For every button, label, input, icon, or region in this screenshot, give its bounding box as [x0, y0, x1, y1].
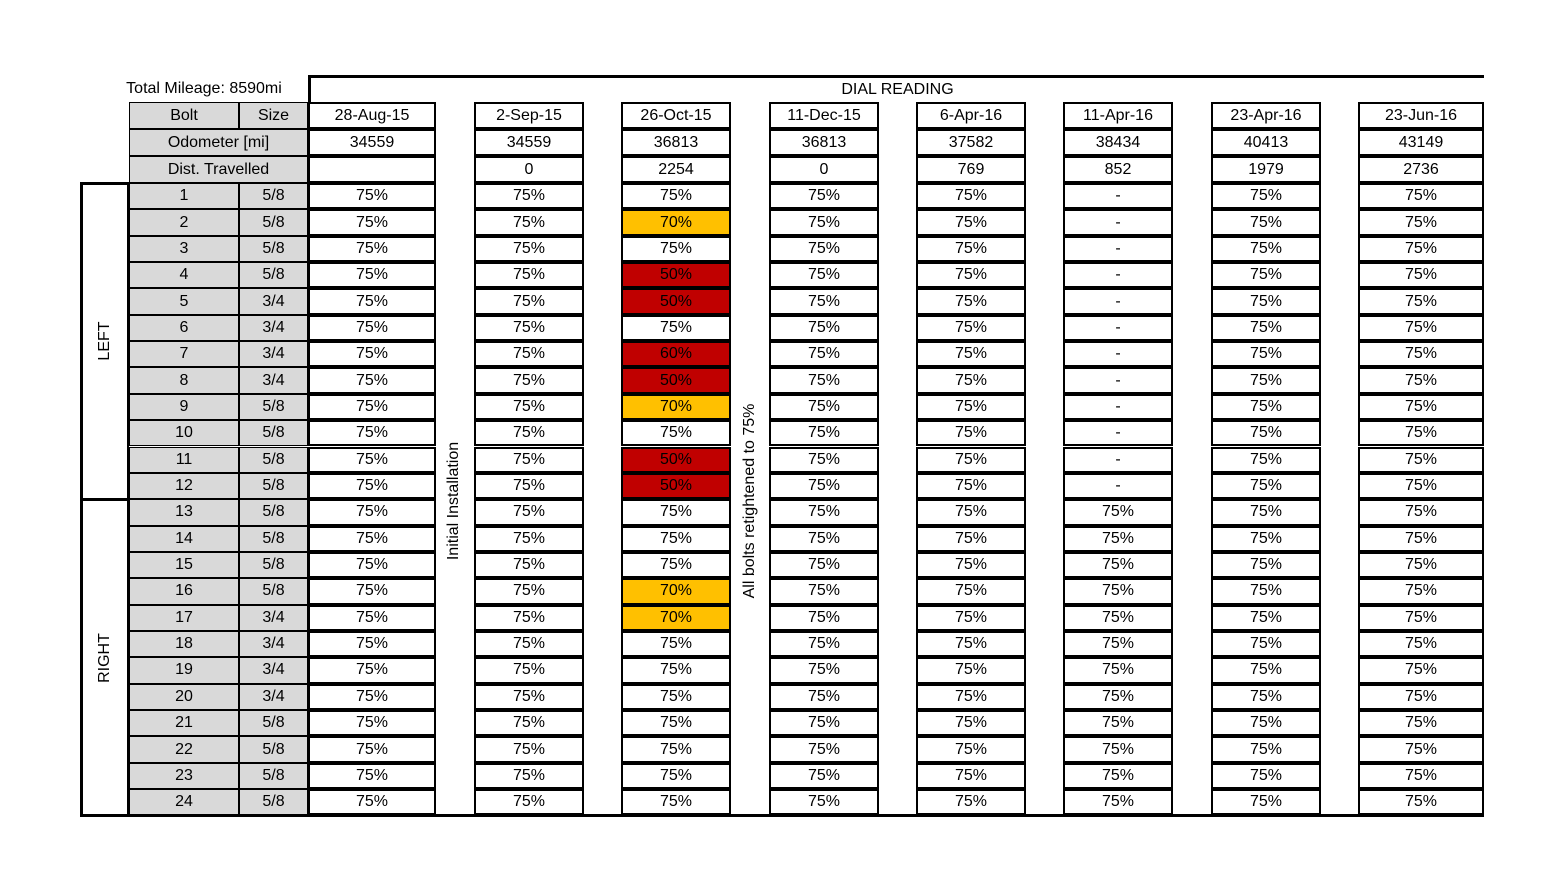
distance-value: 2254 — [621, 156, 731, 183]
torque-reading: 75% — [1063, 684, 1173, 710]
torque-reading: 60% — [621, 341, 731, 367]
torque-reading: 75% — [1358, 315, 1484, 341]
torque-reading: 75% — [308, 552, 436, 578]
torque-reading: 75% — [308, 684, 436, 710]
torque-reading: 75% — [1211, 736, 1321, 762]
torque-reading: 75% — [621, 684, 731, 710]
torque-reading: 75% — [916, 605, 1026, 631]
torque-reading: 50% — [621, 447, 731, 473]
torque-reading: 75% — [621, 710, 731, 736]
torque-reading: 75% — [769, 499, 879, 525]
torque-reading: 75% — [1358, 473, 1484, 499]
bolt-size: 5/8 — [239, 789, 308, 815]
bolt-size: 3/4 — [239, 341, 308, 367]
bolt-column-header: Bolt — [129, 102, 239, 129]
torque-reading: 75% — [916, 288, 1026, 314]
torque-reading: 75% — [474, 236, 584, 262]
torque-reading: 75% — [308, 288, 436, 314]
bolt-size: 3/4 — [239, 367, 308, 393]
torque-reading: 75% — [474, 763, 584, 789]
note-initial-installation: Initial Installation — [445, 441, 462, 561]
torque-reading: 75% — [769, 578, 879, 604]
date-header: 6-Apr-16 — [916, 102, 1026, 129]
bolt-number: 24 — [129, 789, 239, 815]
torque-reading: 75% — [916, 552, 1026, 578]
total-mileage: Total Mileage: 8590mi — [126, 79, 282, 97]
torque-reading: 70% — [621, 578, 731, 604]
torque-reading: 75% — [769, 710, 879, 736]
torque-reading: 75% — [474, 315, 584, 341]
torque-reading: - — [1063, 367, 1173, 393]
torque-reading: 50% — [621, 367, 731, 393]
torque-reading: 75% — [916, 209, 1026, 235]
torque-reading: 75% — [308, 710, 436, 736]
torque-reading: 75% — [1358, 684, 1484, 710]
torque-reading: 75% — [1211, 552, 1321, 578]
bolt-number: 8 — [129, 367, 239, 393]
bolt-number: 15 — [129, 552, 239, 578]
torque-reading: 75% — [769, 526, 879, 552]
torque-reading: 75% — [1358, 288, 1484, 314]
bolt-size: 3/4 — [239, 684, 308, 710]
torque-reading: 75% — [769, 341, 879, 367]
torque-reading: 75% — [308, 631, 436, 657]
torque-reading: 75% — [621, 499, 731, 525]
torque-reading: 75% — [1211, 341, 1321, 367]
torque-reading: 75% — [1063, 499, 1173, 525]
torque-reading: 75% — [1211, 684, 1321, 710]
torque-reading: 75% — [308, 763, 436, 789]
torque-reading: 75% — [1211, 367, 1321, 393]
torque-reading: - — [1063, 341, 1173, 367]
bolt-torque-table — [80, 73, 1484, 819]
odometer-value: 36813 — [769, 129, 879, 156]
torque-reading: 75% — [916, 341, 1026, 367]
torque-reading: 75% — [1063, 763, 1173, 789]
torque-reading: 75% — [916, 710, 1026, 736]
torque-reading: 75% — [621, 736, 731, 762]
torque-reading: 75% — [1358, 183, 1484, 209]
torque-reading: 75% — [769, 447, 879, 473]
odometer-row-header: Odometer [mi] — [129, 129, 308, 156]
bolt-number: 20 — [129, 684, 239, 710]
torque-reading: 75% — [621, 183, 731, 209]
table-bottom-rule — [80, 814, 1484, 817]
torque-reading: 75% — [1211, 183, 1321, 209]
bolt-number: 23 — [129, 763, 239, 789]
bolt-size: 3/4 — [239, 288, 308, 314]
bolt-size: 5/8 — [239, 209, 308, 235]
torque-reading: 75% — [1358, 209, 1484, 235]
torque-reading: 75% — [916, 789, 1026, 815]
torque-reading: 75% — [1358, 341, 1484, 367]
torque-reading: 75% — [1358, 526, 1484, 552]
torque-reading: 75% — [916, 367, 1026, 393]
date-header: 23-Apr-16 — [1211, 102, 1321, 129]
bolt-size: 5/8 — [239, 763, 308, 789]
torque-reading: 75% — [1358, 552, 1484, 578]
odometer-value: 37582 — [916, 129, 1026, 156]
torque-reading: 75% — [1358, 367, 1484, 393]
side-label-left: LEFT — [96, 321, 113, 361]
torque-reading: 75% — [308, 473, 436, 499]
torque-reading: 75% — [308, 236, 436, 262]
torque-reading: 75% — [308, 262, 436, 288]
distance-value: 769 — [916, 156, 1026, 183]
torque-reading: 75% — [1063, 736, 1173, 762]
torque-reading: 75% — [769, 631, 879, 657]
date-header: 28-Aug-15 — [308, 102, 436, 129]
date-header: 2-Sep-15 — [474, 102, 584, 129]
torque-reading: 75% — [474, 288, 584, 314]
torque-reading: 75% — [916, 183, 1026, 209]
torque-reading: 75% — [769, 288, 879, 314]
odometer-value: 40413 — [1211, 129, 1321, 156]
date-header: 11-Dec-15 — [769, 102, 879, 129]
torque-reading: 75% — [1211, 499, 1321, 525]
torque-reading: 75% — [1211, 447, 1321, 473]
torque-reading: 75% — [474, 631, 584, 657]
torque-reading: - — [1063, 236, 1173, 262]
bolt-size: 5/8 — [239, 552, 308, 578]
bolt-size: 5/8 — [239, 710, 308, 736]
torque-reading: 75% — [769, 420, 879, 446]
bolt-number: 11 — [129, 447, 239, 473]
torque-reading: 75% — [621, 789, 731, 815]
torque-reading: 75% — [308, 789, 436, 815]
torque-reading: 75% — [474, 499, 584, 525]
bolt-size: 5/8 — [239, 578, 308, 604]
torque-reading: 75% — [308, 394, 436, 420]
torque-reading: 75% — [621, 552, 731, 578]
torque-reading: 75% — [474, 710, 584, 736]
torque-reading: 75% — [1358, 605, 1484, 631]
torque-reading: 75% — [1063, 789, 1173, 815]
torque-reading: 75% — [1358, 631, 1484, 657]
size-column-header: Size — [239, 102, 308, 129]
bolt-size: 5/8 — [239, 473, 308, 499]
torque-reading: 75% — [308, 447, 436, 473]
torque-reading: 75% — [308, 209, 436, 235]
torque-reading: 75% — [1358, 447, 1484, 473]
torque-reading: 75% — [621, 631, 731, 657]
group-top-rule — [80, 182, 129, 185]
bolt-number: 3 — [129, 236, 239, 262]
bolt-number: 4 — [129, 262, 239, 288]
bolt-size: 5/8 — [239, 394, 308, 420]
torque-reading: 75% — [308, 367, 436, 393]
torque-reading: 75% — [474, 262, 584, 288]
distance-row-header: Dist. Travelled — [129, 156, 308, 183]
torque-reading: 75% — [1211, 763, 1321, 789]
odometer-value: 36813 — [621, 129, 731, 156]
torque-reading: 75% — [1211, 605, 1321, 631]
torque-reading: - — [1063, 447, 1173, 473]
torque-reading: 75% — [769, 684, 879, 710]
date-header: 23-Jun-16 — [1358, 102, 1484, 129]
bolt-number: 14 — [129, 526, 239, 552]
bolt-number: 19 — [129, 657, 239, 683]
note-retightened: All bolts retightened to 75% — [741, 403, 758, 599]
torque-reading: 75% — [474, 657, 584, 683]
torque-reading: 75% — [621, 763, 731, 789]
bolt-size: 3/4 — [239, 315, 308, 341]
bolt-number: 5 — [129, 288, 239, 314]
torque-reading: 75% — [308, 315, 436, 341]
torque-reading: 75% — [474, 367, 584, 393]
torque-reading: 75% — [1211, 789, 1321, 815]
torque-reading: 75% — [621, 236, 731, 262]
torque-reading: 75% — [308, 578, 436, 604]
odometer-value: 38434 — [1063, 129, 1173, 156]
torque-reading: 75% — [916, 262, 1026, 288]
bolt-number: 1 — [129, 183, 239, 209]
torque-reading: 75% — [1211, 473, 1321, 499]
torque-reading: 75% — [474, 394, 584, 420]
bolt-size: 5/8 — [239, 236, 308, 262]
torque-reading: 75% — [1358, 499, 1484, 525]
dial-reading-header: DIAL READING — [308, 75, 1484, 102]
torque-reading: - — [1063, 420, 1173, 446]
bolt-number: 16 — [129, 578, 239, 604]
torque-reading: 75% — [769, 209, 879, 235]
torque-reading: 75% — [769, 763, 879, 789]
distance-value — [308, 156, 436, 183]
torque-reading: 75% — [474, 605, 584, 631]
torque-reading: 75% — [621, 526, 731, 552]
torque-reading: 75% — [308, 657, 436, 683]
torque-reading: 75% — [916, 394, 1026, 420]
torque-reading: - — [1063, 183, 1173, 209]
torque-reading: 75% — [1358, 578, 1484, 604]
torque-reading: 75% — [769, 657, 879, 683]
torque-reading: 75% — [769, 605, 879, 631]
torque-reading: 75% — [1211, 526, 1321, 552]
torque-reading: 75% — [1358, 763, 1484, 789]
torque-reading: 75% — [308, 736, 436, 762]
torque-reading: 75% — [1211, 315, 1321, 341]
bolt-number: 22 — [129, 736, 239, 762]
torque-reading: 75% — [474, 789, 584, 815]
torque-reading: - — [1063, 288, 1173, 314]
torque-reading: 75% — [916, 657, 1026, 683]
label-column-rule — [127, 183, 129, 815]
side-label-right: RIGHT — [96, 633, 113, 683]
group-split-rule — [80, 498, 129, 501]
bolt-number: 2 — [129, 209, 239, 235]
torque-reading: 75% — [1358, 394, 1484, 420]
torque-reading: 50% — [621, 288, 731, 314]
distance-value: 2736 — [1358, 156, 1484, 183]
torque-reading: - — [1063, 473, 1173, 499]
torque-reading: 75% — [769, 236, 879, 262]
bolt-size: 5/8 — [239, 262, 308, 288]
torque-reading: 75% — [474, 341, 584, 367]
odometer-value: 34559 — [308, 129, 436, 156]
date-header: 26-Oct-15 — [621, 102, 731, 129]
torque-reading: 75% — [621, 420, 731, 446]
bolt-number: 13 — [129, 499, 239, 525]
torque-reading: 75% — [916, 315, 1026, 341]
date-header: 11-Apr-16 — [1063, 102, 1173, 129]
torque-reading: 70% — [621, 394, 731, 420]
torque-reading: 75% — [474, 526, 584, 552]
torque-reading: 75% — [1211, 657, 1321, 683]
torque-reading: 75% — [916, 236, 1026, 262]
torque-reading: 75% — [474, 420, 584, 446]
torque-reading: 75% — [916, 447, 1026, 473]
torque-reading: 75% — [1063, 657, 1173, 683]
torque-reading: 75% — [769, 367, 879, 393]
torque-reading: 75% — [916, 763, 1026, 789]
torque-reading: 75% — [308, 420, 436, 446]
torque-reading: 70% — [621, 605, 731, 631]
torque-reading: 75% — [1358, 262, 1484, 288]
bolt-number: 21 — [129, 710, 239, 736]
bolt-number: 9 — [129, 394, 239, 420]
torque-reading: 75% — [474, 209, 584, 235]
torque-reading: 75% — [1358, 736, 1484, 762]
torque-reading: 75% — [1063, 578, 1173, 604]
bolt-size: 5/8 — [239, 183, 308, 209]
torque-reading: 75% — [1063, 631, 1173, 657]
torque-reading: 75% — [308, 499, 436, 525]
bolt-size: 5/8 — [239, 526, 308, 552]
torque-reading: 75% — [474, 578, 584, 604]
torque-reading: 75% — [474, 447, 584, 473]
torque-reading: 75% — [474, 552, 584, 578]
torque-reading: 75% — [1211, 420, 1321, 446]
bolt-number: 12 — [129, 473, 239, 499]
torque-reading: 75% — [474, 684, 584, 710]
torque-reading: 75% — [474, 473, 584, 499]
bolt-size: 5/8 — [239, 736, 308, 762]
torque-reading: 75% — [916, 684, 1026, 710]
torque-reading: 75% — [621, 657, 731, 683]
bolt-size: 5/8 — [239, 499, 308, 525]
torque-reading: 75% — [1358, 420, 1484, 446]
torque-reading: 50% — [621, 262, 731, 288]
torque-reading: 75% — [916, 420, 1026, 446]
torque-reading: 75% — [916, 736, 1026, 762]
bolt-size: 3/4 — [239, 605, 308, 631]
torque-reading: 75% — [1211, 209, 1321, 235]
torque-reading: 75% — [1358, 657, 1484, 683]
distance-value: 0 — [769, 156, 879, 183]
torque-reading: 75% — [769, 789, 879, 815]
torque-reading: - — [1063, 209, 1173, 235]
torque-reading: 75% — [1063, 605, 1173, 631]
torque-reading: 75% — [474, 736, 584, 762]
torque-reading: 75% — [1211, 394, 1321, 420]
torque-reading: 75% — [916, 499, 1026, 525]
torque-reading: 75% — [308, 605, 436, 631]
bolt-number: 6 — [129, 315, 239, 341]
distance-value: 1979 — [1211, 156, 1321, 183]
torque-reading: - — [1063, 315, 1173, 341]
torque-reading: 75% — [769, 736, 879, 762]
torque-reading: 75% — [1211, 236, 1321, 262]
torque-reading: 75% — [769, 552, 879, 578]
torque-reading: 75% — [769, 315, 879, 341]
torque-reading: 75% — [916, 631, 1026, 657]
bolt-number: 17 — [129, 605, 239, 631]
torque-reading: 75% — [1358, 710, 1484, 736]
torque-reading: 70% — [621, 209, 731, 235]
bolt-number: 18 — [129, 631, 239, 657]
torque-reading: 75% — [1211, 710, 1321, 736]
torque-reading: 75% — [1211, 262, 1321, 288]
torque-reading: 75% — [1211, 288, 1321, 314]
torque-reading: 75% — [916, 578, 1026, 604]
torque-reading: 75% — [1211, 631, 1321, 657]
torque-reading: 75% — [916, 473, 1026, 499]
bolt-number: 7 — [129, 341, 239, 367]
bolt-size: 5/8 — [239, 420, 308, 446]
torque-reading: 75% — [769, 262, 879, 288]
torque-reading: 75% — [308, 526, 436, 552]
odometer-value: 34559 — [474, 129, 584, 156]
distance-value: 852 — [1063, 156, 1173, 183]
torque-reading: 75% — [621, 315, 731, 341]
bolt-size: 3/4 — [239, 631, 308, 657]
torque-reading: - — [1063, 262, 1173, 288]
torque-reading: 75% — [1358, 789, 1484, 815]
torque-reading: 75% — [916, 526, 1026, 552]
torque-reading: 75% — [769, 394, 879, 420]
bolt-number: 10 — [129, 420, 239, 446]
torque-reading: 75% — [1358, 236, 1484, 262]
distance-value: 0 — [474, 156, 584, 183]
torque-reading: 75% — [1063, 552, 1173, 578]
torque-reading: 50% — [621, 473, 731, 499]
odometer-value: 43149 — [1358, 129, 1484, 156]
torque-reading: - — [1063, 394, 1173, 420]
torque-reading: 75% — [769, 183, 879, 209]
torque-reading: 75% — [474, 183, 584, 209]
torque-reading: 75% — [1063, 526, 1173, 552]
torque-reading: 75% — [308, 341, 436, 367]
torque-reading: 75% — [308, 183, 436, 209]
torque-reading: 75% — [1063, 710, 1173, 736]
bolt-size: 3/4 — [239, 657, 308, 683]
bolt-size: 5/8 — [239, 447, 308, 473]
torque-reading: 75% — [769, 473, 879, 499]
torque-reading: 75% — [1211, 578, 1321, 604]
